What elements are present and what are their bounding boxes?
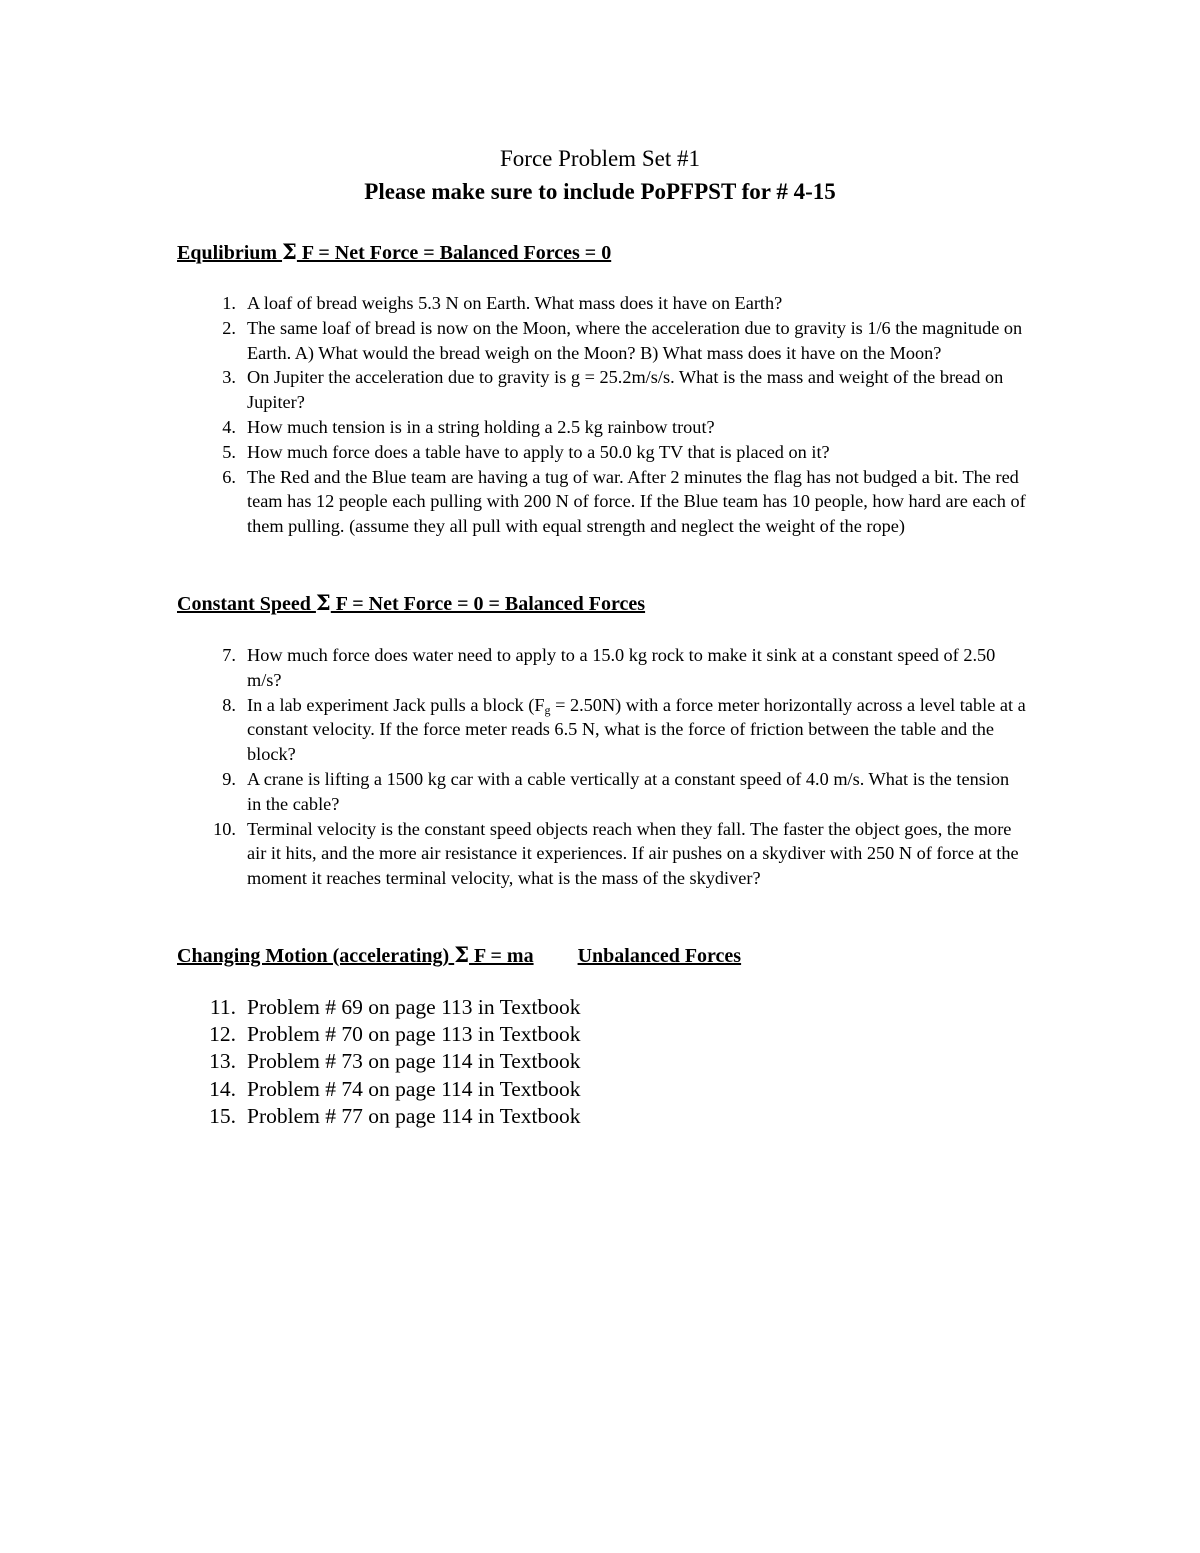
problem-number: 10. — [213, 818, 236, 839]
problem-item — [0, 1021, 1027, 1048]
heading-text: F = ma — [469, 945, 534, 967]
problem-text: On Jupiter the acceleration due to gravity is g = 25.2m/s/s. What is the mass and weight of the bread on Jupiter? — [247, 367, 1004, 413]
problem-number: 8. — [222, 694, 236, 715]
problem-list-equilibrium — [0, 291, 1027, 539]
problem-text: The same loaf of bread is now on the Moon, where the acceleration due to gravity is 1/6 the magnitude on Earth. A) What would the bread weigh on the Moon? B) What mass does it have on the Moon? — [247, 317, 1023, 363]
problem-number: 3. — [222, 367, 236, 388]
problem-list-constant-speed — [0, 643, 1027, 891]
problem-item — [0, 643, 1027, 693]
problem-text: How much tension is in a string holding a 2.5 kg rainbow trout? — [247, 416, 715, 437]
problem-text: Problem # 69 on page 113 in Textbook — [247, 995, 581, 1019]
heading-text: F = Net Force = Balanced Forces = 0 — [296, 242, 612, 264]
problem-number: 11. — [209, 995, 236, 1019]
problem-text: In a lab experiment Jack pulls a block (F — [247, 694, 545, 715]
page-subtitle: Please make sure to include PoPFPST for # 4-15 — [364, 179, 836, 204]
problem-number: 14. — [209, 1076, 236, 1101]
section-heading-constant-speed — [177, 590, 645, 617]
problem-item — [0, 415, 1027, 440]
heading-text: F = Net Force = 0 = Balanced Forces — [330, 593, 646, 615]
sigma-symbol: Σ — [282, 239, 297, 264]
problem-number: 6. — [222, 466, 236, 487]
problem-item — [0, 291, 1027, 316]
problem-number: 15. — [209, 1103, 236, 1128]
problem-number: 5. — [222, 441, 236, 462]
problem-text: How much force does a table have to apply to a 50.0 kg TV that is placed on it? — [247, 441, 830, 462]
problem-item — [0, 1048, 1027, 1075]
problem-text: Terminal velocity is the constant speed objects reach when they fall. The faster the object goes, the more air it hits, and the more air resistance it experiences. If air pushes on a skydiver with 250 N of force at the moment it reaches terminal velocity, what is the mass of the skydiver? — [247, 818, 1019, 889]
subscript-g: g — [544, 702, 551, 717]
problem-text: Problem # 73 on page 114 in Textbook — [247, 1049, 581, 1074]
problem-number: 4. — [222, 416, 236, 437]
problem-number: 1. — [222, 293, 236, 313]
problem-item — [0, 1076, 1027, 1103]
problem-text: A crane is lifting a 1500 kg car with a cable vertically at a constant speed of 4.0 m/s. What is the tension in the cable? — [247, 768, 1010, 814]
problem-number: 12. — [209, 1022, 236, 1047]
problem-item — [0, 465, 1027, 539]
problem-item — [0, 994, 1027, 1021]
problem-item — [0, 693, 1027, 767]
problem-item — [0, 440, 1027, 465]
problem-number: 9. — [222, 768, 236, 789]
problem-text: The Red and the Blue team are having a tug of war. After 2 minutes the flag has not budged a bit. The red team has 12 people each pulling with 200 N of force. If the Blue team has 10 people, how hard are each of them pulling. (assume they all pull with equal strength and neglect the weight of the rope) — [247, 466, 1026, 537]
problem-text: A loaf of bread weighs 5.3 N on Earth. What mass does it have on Earth? — [247, 293, 783, 313]
sigma-symbol: Σ — [454, 942, 470, 967]
page-title: Force Problem Set #1 — [500, 146, 700, 171]
problem-text: Problem # 77 on page 114 in Textbook — [247, 1103, 581, 1128]
heading-text: Equlibrium — [177, 242, 283, 264]
problem-item — [0, 316, 1027, 366]
problem-item — [0, 1103, 1027, 1130]
problem-text: = 2.50N) with a force meter horizontally across a level table at a constant velocity. If the force meter reads 6.5 N, what is the force of friction between the table and the block? — [247, 694, 1026, 765]
problem-text: Problem # 70 on page 113 in Textbook — [247, 1022, 581, 1047]
problem-number: 2. — [222, 317, 236, 338]
problem-text: How much force does water need to apply to a 15.0 kg rock to make it sink at a constant speed of 2.50 m/s? — [247, 645, 996, 690]
section-heading-changing-motion — [177, 942, 741, 969]
problem-text: Problem # 74 on page 114 in Textbook — [247, 1076, 581, 1101]
problem-number: 13. — [209, 1049, 236, 1074]
problem-item — [0, 817, 1027, 891]
sigma-symbol: Σ — [315, 590, 331, 615]
problem-item — [0, 767, 1027, 817]
problem-item — [0, 365, 1027, 415]
heading-text: Changing Motion (accelerating) — [177, 945, 455, 967]
heading-text: Constant Speed — [177, 593, 316, 615]
problem-number: 7. — [222, 645, 236, 665]
section-heading-equilibrium — [177, 239, 611, 266]
heading-text-extra: Unbalanced Forces — [577, 945, 742, 967]
problem-list-changing-motion — [0, 994, 1027, 1130]
